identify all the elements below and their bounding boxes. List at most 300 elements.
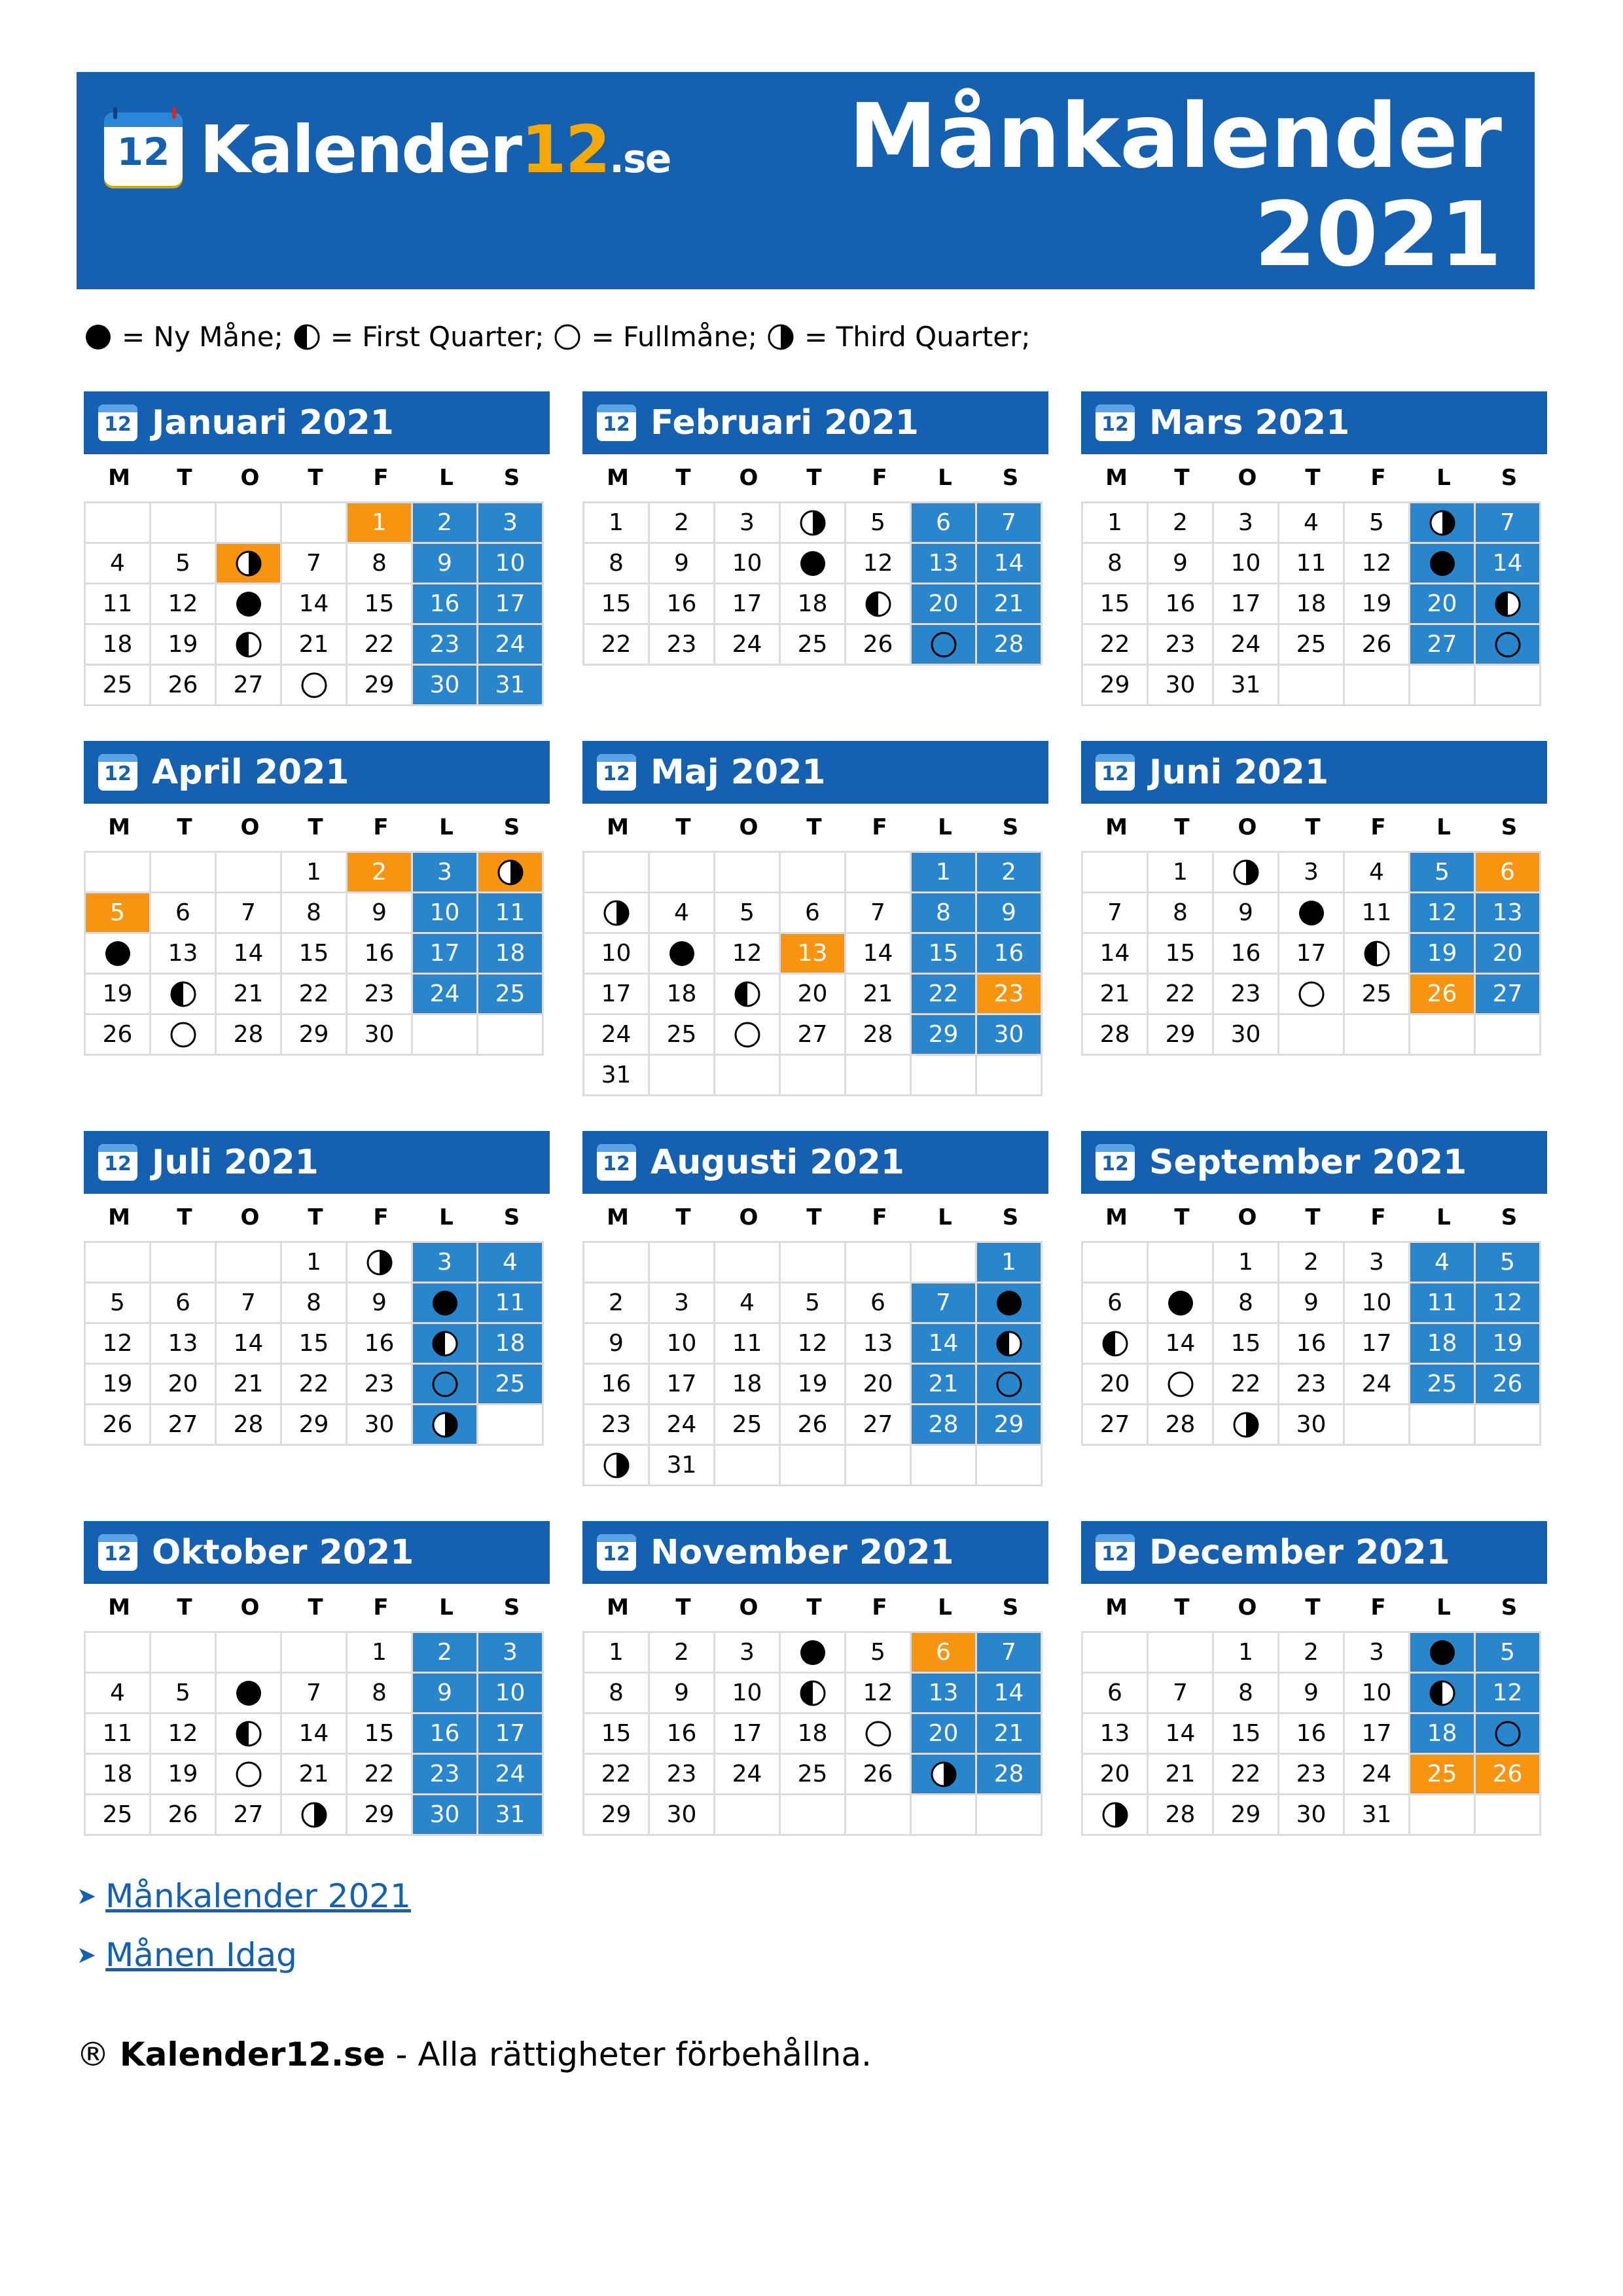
month-title: November 2021 xyxy=(651,1533,954,1572)
weekday-label: O xyxy=(1238,814,1257,840)
day-number: 5 xyxy=(86,1283,151,1324)
day-number: 7 xyxy=(977,1633,1043,1674)
day-number: 15 xyxy=(584,584,650,625)
weekday-label: T xyxy=(806,1204,822,1230)
day-number: 18 xyxy=(86,625,151,666)
day-number: 29 xyxy=(584,1795,650,1836)
day-number: 15 xyxy=(282,1324,348,1365)
day-number: 22 xyxy=(584,1755,650,1795)
month-header xyxy=(1081,391,1547,454)
month-title: Oktober 2021 xyxy=(152,1533,414,1572)
day-number: 22 xyxy=(282,1365,348,1405)
month-calendar xyxy=(84,391,550,706)
weekday-label: S xyxy=(503,1594,520,1621)
full-moon-icon xyxy=(733,1020,762,1049)
day-number: 20 xyxy=(151,1365,217,1405)
day-number: 23 xyxy=(413,1755,478,1795)
day-number: 12 xyxy=(1476,1283,1541,1324)
day-number: 8 xyxy=(1149,893,1214,934)
weekday-label: T xyxy=(1305,1594,1321,1621)
empty-day-cell xyxy=(151,1633,217,1674)
day-number: 6 xyxy=(912,1633,977,1674)
link-moon-today[interactable]: Månen Idag xyxy=(105,1936,297,1974)
day-cell xyxy=(1149,1283,1214,1324)
day-cell xyxy=(217,1674,282,1714)
month-header xyxy=(582,1131,1048,1194)
month-title: Februari 2021 xyxy=(651,403,919,442)
day-cell xyxy=(478,853,544,893)
day-number: 30 xyxy=(348,1405,413,1446)
empty-day-cell xyxy=(912,1795,977,1836)
day-number: 24 xyxy=(413,975,478,1015)
day-number: 18 xyxy=(86,1755,151,1795)
day-number: 19 xyxy=(86,975,151,1015)
empty-day-cell xyxy=(1149,1243,1214,1283)
day-number: 15 xyxy=(1083,584,1149,625)
day-number: 20 xyxy=(1410,584,1476,625)
full-moon-icon xyxy=(169,1020,198,1049)
new-moon-icon xyxy=(431,1289,459,1318)
third-quarter-moon-icon xyxy=(1101,1801,1130,1829)
day-number: 28 xyxy=(1149,1405,1214,1446)
empty-day-cell xyxy=(217,503,282,544)
day-number: 13 xyxy=(1476,893,1541,934)
weekday-label: L xyxy=(439,1204,454,1230)
day-number: 17 xyxy=(650,1365,715,1405)
day-number: 7 xyxy=(846,893,912,934)
day-number: 16 xyxy=(1279,1324,1345,1365)
weekday-label: T xyxy=(675,814,691,840)
first-quarter-moon-icon xyxy=(169,980,198,1009)
weekday-label: M xyxy=(607,1594,629,1621)
day-number: 27 xyxy=(217,1795,282,1836)
day-cell xyxy=(1279,893,1345,934)
weekday-header-row xyxy=(1081,1194,1547,1241)
day-cell xyxy=(151,975,217,1015)
day-number: 7 xyxy=(1083,893,1149,934)
day-number: 24 xyxy=(1214,625,1279,666)
day-grid xyxy=(582,1631,1043,1836)
weekday-header-row xyxy=(84,454,550,501)
weekday-label: O xyxy=(739,1204,758,1230)
day-number: 10 xyxy=(1345,1674,1410,1714)
empty-day-cell xyxy=(282,1633,348,1674)
day-cell xyxy=(1279,975,1345,1015)
day-number: 7 xyxy=(1476,503,1541,544)
day-number: 28 xyxy=(912,1405,977,1446)
day-number: 10 xyxy=(715,1674,781,1714)
day-number: 10 xyxy=(1214,544,1279,584)
day-number: 15 xyxy=(348,584,413,625)
day-number: 28 xyxy=(217,1405,282,1446)
day-number: 14 xyxy=(912,1324,977,1365)
day-cell xyxy=(584,893,650,934)
day-cell xyxy=(715,975,781,1015)
day-number: 11 xyxy=(478,1283,544,1324)
day-number: 28 xyxy=(977,1755,1043,1795)
day-number: 23 xyxy=(348,975,413,1015)
weekday-label: M xyxy=(108,814,130,840)
day-number: 10 xyxy=(650,1324,715,1365)
day-number: 21 xyxy=(846,975,912,1015)
day-cell xyxy=(912,625,977,666)
month-calendar xyxy=(1081,391,1547,706)
month-header xyxy=(84,741,550,804)
day-number: 20 xyxy=(1083,1365,1149,1405)
day-number: 24 xyxy=(650,1405,715,1446)
day-number: 10 xyxy=(413,893,478,934)
day-number: 9 xyxy=(584,1324,650,1365)
day-number: 9 xyxy=(1214,893,1279,934)
weekday-label: S xyxy=(1002,1204,1019,1230)
day-number: 18 xyxy=(650,975,715,1015)
month-calendar xyxy=(1081,1521,1547,1836)
day-number: 27 xyxy=(846,1405,912,1446)
day-number: 29 xyxy=(1083,666,1149,706)
day-cell xyxy=(1214,853,1279,893)
day-number: 3 xyxy=(413,853,478,893)
month-header xyxy=(84,1131,550,1194)
day-number: 15 xyxy=(912,934,977,975)
day-number: 1 xyxy=(1214,1243,1279,1283)
day-number: 8 xyxy=(282,1283,348,1324)
weekday-label: T xyxy=(675,1594,691,1621)
day-number: 5 xyxy=(151,1674,217,1714)
weekday-label: O xyxy=(240,814,260,840)
logo-wordmark xyxy=(200,111,670,188)
day-number: 26 xyxy=(86,1015,151,1056)
calendar-icon: 12 xyxy=(98,404,137,441)
empty-day-cell xyxy=(584,1243,650,1283)
weekday-label: M xyxy=(607,814,629,840)
day-number: 7 xyxy=(282,1674,348,1714)
month-header xyxy=(582,1521,1048,1584)
day-number: 2 xyxy=(413,1633,478,1674)
weekday-label: T xyxy=(675,1204,691,1230)
day-number: 19 xyxy=(1345,584,1410,625)
day-grid xyxy=(1081,851,1541,1056)
calendar-icon: 12 xyxy=(1096,404,1135,441)
empty-day-cell xyxy=(977,1446,1043,1486)
weekday-header-row xyxy=(1081,804,1547,851)
month-title: Augusti 2021 xyxy=(651,1143,904,1182)
day-number: 2 xyxy=(650,503,715,544)
day-cell xyxy=(715,1015,781,1056)
day-number: 28 xyxy=(1149,1795,1214,1836)
day-number: 20 xyxy=(912,584,977,625)
weekday-label: M xyxy=(1105,465,1128,491)
month-title: Juni 2021 xyxy=(1149,753,1329,792)
day-number: 12 xyxy=(86,1324,151,1365)
day-number: 2 xyxy=(584,1283,650,1324)
day-number: 23 xyxy=(348,1365,413,1405)
day-number: 25 xyxy=(86,1795,151,1836)
day-number: 10 xyxy=(1345,1283,1410,1324)
weekday-label: L xyxy=(1436,465,1451,491)
day-number: 16 xyxy=(348,934,413,975)
day-number: 26 xyxy=(1410,975,1476,1015)
month-calendar xyxy=(1081,741,1547,1056)
day-number: 11 xyxy=(86,584,151,625)
full-moon-icon xyxy=(995,1370,1024,1399)
page-header xyxy=(77,72,1535,289)
day-number: 17 xyxy=(715,1714,781,1755)
empty-day-cell xyxy=(217,1243,282,1283)
site-logo[interactable] xyxy=(104,110,670,188)
day-cell xyxy=(781,1633,846,1674)
day-number: 31 xyxy=(478,1795,544,1836)
full-moon-icon xyxy=(929,630,958,659)
empty-day-cell xyxy=(1410,1405,1476,1446)
empty-day-cell xyxy=(1279,666,1345,706)
day-number: 17 xyxy=(478,1714,544,1755)
weekday-label: O xyxy=(1238,465,1257,491)
day-number: 25 xyxy=(1345,975,1410,1015)
first-quarter-moon-icon xyxy=(431,1329,459,1358)
empty-day-cell xyxy=(86,503,151,544)
day-number: 13 xyxy=(912,544,977,584)
day-number: 6 xyxy=(1476,853,1541,893)
weekday-label: L xyxy=(1436,814,1451,840)
month-title: Januari 2021 xyxy=(152,403,394,442)
day-cell xyxy=(413,1324,478,1365)
day-number: 25 xyxy=(478,1365,544,1405)
day-number: 12 xyxy=(1476,1674,1541,1714)
day-cell xyxy=(912,1755,977,1795)
day-number: 2 xyxy=(650,1633,715,1674)
day-number: 29 xyxy=(912,1015,977,1056)
weekday-label: T xyxy=(1174,814,1190,840)
calendar-icon: 12 xyxy=(1096,754,1135,791)
weekday-label: F xyxy=(1370,1594,1386,1621)
day-number: 12 xyxy=(781,1324,846,1365)
day-number: 21 xyxy=(1083,975,1149,1015)
day-number: 18 xyxy=(1410,1714,1476,1755)
empty-day-cell xyxy=(217,1633,282,1674)
day-number: 23 xyxy=(977,975,1043,1015)
day-number: 21 xyxy=(912,1365,977,1405)
empty-day-cell xyxy=(217,853,282,893)
day-number: 7 xyxy=(217,1283,282,1324)
empty-day-cell xyxy=(584,853,650,893)
weekday-label: L xyxy=(938,465,952,491)
first-quarter-moon-icon xyxy=(798,1679,827,1708)
day-number: 14 xyxy=(1476,544,1541,584)
day-number: 18 xyxy=(781,584,846,625)
day-grid xyxy=(84,501,544,706)
registered-symbol: ® xyxy=(77,2036,109,2073)
legend-label: = Fullmåne; xyxy=(591,321,758,353)
day-cell xyxy=(781,503,846,544)
weekday-label: F xyxy=(1370,465,1386,491)
day-number: 14 xyxy=(282,1714,348,1755)
empty-day-cell xyxy=(846,1243,912,1283)
day-number: 19 xyxy=(151,1755,217,1795)
day-number: 3 xyxy=(413,1243,478,1283)
day-cell xyxy=(1410,1633,1476,1674)
day-cell xyxy=(217,1755,282,1795)
day-number: 12 xyxy=(1345,544,1410,584)
day-number: 25 xyxy=(650,1015,715,1056)
weekday-label: T xyxy=(308,814,323,840)
weekday-label: S xyxy=(1501,814,1518,840)
day-number: 9 xyxy=(650,1674,715,1714)
day-number: 6 xyxy=(912,503,977,544)
day-number: 8 xyxy=(584,1674,650,1714)
day-number: 15 xyxy=(584,1714,650,1755)
new-moon-icon xyxy=(798,549,827,578)
day-cell xyxy=(1083,1324,1149,1365)
day-number: 30 xyxy=(977,1015,1043,1056)
day-number: 24 xyxy=(1345,1755,1410,1795)
day-number: 8 xyxy=(584,544,650,584)
day-number: 5 xyxy=(1345,503,1410,544)
day-number: 6 xyxy=(151,893,217,934)
new-moon-icon xyxy=(1428,549,1457,578)
day-number: 17 xyxy=(584,975,650,1015)
third-quarter-moon-icon xyxy=(766,323,795,351)
third-quarter-moon-icon xyxy=(929,1760,958,1789)
day-number: 3 xyxy=(650,1283,715,1324)
day-number: 19 xyxy=(1476,1324,1541,1365)
weekday-label: O xyxy=(1238,1204,1257,1230)
day-cell xyxy=(1476,625,1541,666)
day-number: 1 xyxy=(282,853,348,893)
day-number: 13 xyxy=(912,1674,977,1714)
day-number: 31 xyxy=(1214,666,1279,706)
day-number: 31 xyxy=(1345,1795,1410,1836)
empty-day-cell xyxy=(781,1446,846,1486)
day-number: 4 xyxy=(86,544,151,584)
day-number: 11 xyxy=(1345,893,1410,934)
day-number: 16 xyxy=(348,1324,413,1365)
footer-text: - Alla rättigheter förbehållna. xyxy=(385,2036,872,2073)
day-number: 25 xyxy=(86,666,151,706)
weekday-label: F xyxy=(872,465,887,491)
day-number: 13 xyxy=(151,1324,217,1365)
calendar-icon: 12 xyxy=(1096,1534,1135,1571)
day-number: 29 xyxy=(282,1405,348,1446)
day-number: 25 xyxy=(1410,1755,1476,1795)
empty-day-cell xyxy=(1083,1243,1149,1283)
arrow-right-icon: ➤ xyxy=(77,1882,97,1910)
day-number: 4 xyxy=(478,1243,544,1283)
day-number: 5 xyxy=(1476,1633,1541,1674)
link-moon-calendar[interactable]: Månkalender 2021 xyxy=(105,1877,411,1915)
empty-day-cell xyxy=(1476,1795,1541,1836)
day-number: 5 xyxy=(151,544,217,584)
empty-day-cell xyxy=(478,1405,544,1446)
day-number: 3 xyxy=(478,503,544,544)
day-number: 9 xyxy=(650,544,715,584)
day-number: 17 xyxy=(1345,1714,1410,1755)
day-number: 3 xyxy=(1345,1633,1410,1674)
weekday-header-row xyxy=(582,1194,1048,1241)
weekday-label: F xyxy=(872,1204,887,1230)
day-number: 26 xyxy=(151,666,217,706)
day-number: 2 xyxy=(977,853,1043,893)
day-number: 8 xyxy=(1214,1674,1279,1714)
weekday-label: M xyxy=(108,1594,130,1621)
weekday-label: M xyxy=(607,1204,629,1230)
day-number: 26 xyxy=(781,1405,846,1446)
day-cell xyxy=(1345,934,1410,975)
weekday-label: T xyxy=(806,814,822,840)
day-number: 19 xyxy=(1410,934,1476,975)
day-number: 9 xyxy=(348,1283,413,1324)
empty-day-cell xyxy=(912,1056,977,1096)
weekday-label: M xyxy=(1105,1594,1128,1621)
new-moon-icon xyxy=(995,1289,1024,1318)
empty-day-cell xyxy=(1476,1405,1541,1446)
day-number: 16 xyxy=(1214,934,1279,975)
calendar-icon: 12 xyxy=(98,1144,137,1181)
weekday-label: F xyxy=(1370,814,1386,840)
calendar-icon: 12 xyxy=(597,404,636,441)
day-cell xyxy=(217,584,282,625)
weekday-label: T xyxy=(177,1204,192,1230)
month-header xyxy=(84,391,550,454)
weekday-label: O xyxy=(1238,1594,1257,1621)
page-title-line2: 2021 xyxy=(1254,183,1502,287)
weekday-label: S xyxy=(1501,1204,1518,1230)
calendar-icon: 12 xyxy=(98,754,137,791)
weekday-header-row xyxy=(582,1584,1048,1631)
empty-day-cell xyxy=(846,1795,912,1836)
weekday-label: T xyxy=(308,465,323,491)
day-number: 1 xyxy=(1214,1633,1279,1674)
day-number: 20 xyxy=(912,1714,977,1755)
day-number: 9 xyxy=(1279,1674,1345,1714)
day-number: 14 xyxy=(217,1324,282,1365)
day-number: 21 xyxy=(217,975,282,1015)
weekday-label: O xyxy=(739,465,758,491)
day-cell xyxy=(1410,544,1476,584)
day-number: 5 xyxy=(715,893,781,934)
day-number: 16 xyxy=(650,584,715,625)
first-quarter-moon-icon xyxy=(234,1719,263,1748)
day-number: 8 xyxy=(912,893,977,934)
first-quarter-moon-icon xyxy=(234,630,263,659)
day-number: 11 xyxy=(1279,544,1345,584)
day-cell xyxy=(217,1714,282,1755)
day-number: 30 xyxy=(348,1015,413,1056)
day-number: 26 xyxy=(86,1405,151,1446)
day-grid xyxy=(582,851,1043,1096)
day-number: 7 xyxy=(1149,1674,1214,1714)
day-cell xyxy=(413,1365,478,1405)
day-number: 15 xyxy=(282,934,348,975)
day-number: 12 xyxy=(151,584,217,625)
empty-day-cell xyxy=(781,1056,846,1096)
day-cell xyxy=(1149,1365,1214,1405)
empty-day-cell xyxy=(478,1015,544,1056)
legend-label: = Third Quarter; xyxy=(804,321,1031,353)
day-number: 25 xyxy=(1279,625,1345,666)
day-number: 7 xyxy=(977,503,1043,544)
day-number: 27 xyxy=(1410,625,1476,666)
day-number: 18 xyxy=(478,934,544,975)
weekday-label: F xyxy=(373,465,389,491)
day-number: 13 xyxy=(846,1324,912,1365)
day-cell xyxy=(781,1674,846,1714)
day-number: 12 xyxy=(846,1674,912,1714)
empty-day-cell xyxy=(151,503,217,544)
day-number: 5 xyxy=(846,1633,912,1674)
day-number: 10 xyxy=(715,544,781,584)
day-number: 15 xyxy=(1149,934,1214,975)
day-number: 30 xyxy=(1214,1015,1279,1056)
